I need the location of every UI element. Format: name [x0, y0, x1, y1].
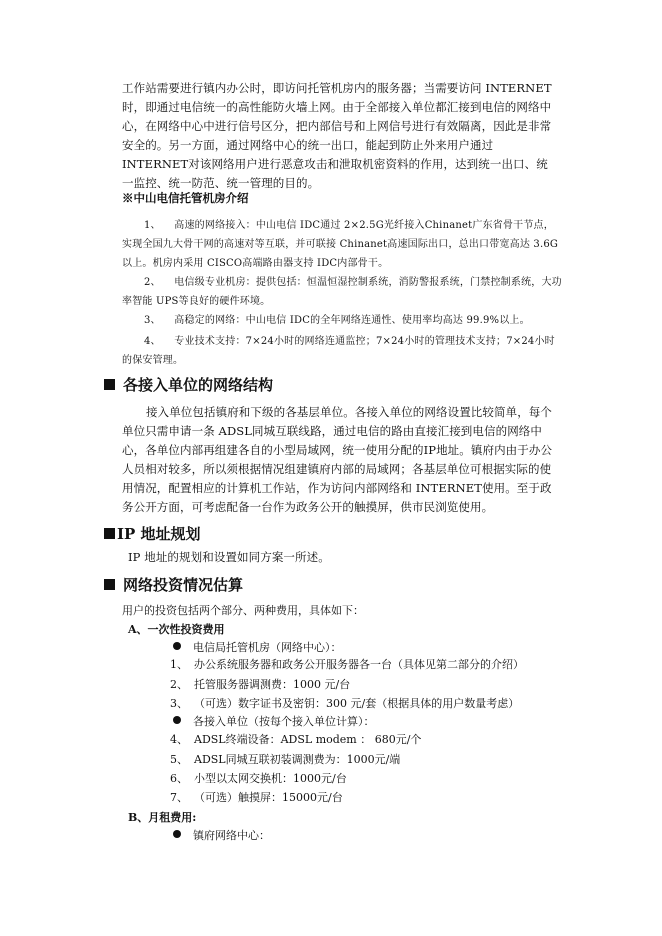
idc-item-3-num: 3、 [144, 315, 161, 326]
part-a-bullet-1-text: 电信局托管机房（网络中心）： [193, 641, 342, 654]
part-a-item-7-text: （可选）触摸屏：15000元/台 [194, 791, 343, 804]
part-a-item-7 [170, 789, 343, 807]
part-a-item-5 [170, 751, 400, 769]
idc-item-3 [122, 311, 562, 330]
part-a-heading: A、一次性投资费用 [128, 623, 225, 636]
bullet-dot-icon [173, 716, 181, 724]
section-investment [104, 574, 243, 596]
idc-item-1-num: 1、 [144, 220, 161, 231]
section-network-structure-title: 各接入单位的网络结构 [123, 376, 274, 394]
part-a-item-6-text: 小型以太网交换机：1000元/台 [194, 772, 347, 785]
part-a-item-5-num: 5、 [170, 753, 188, 766]
part-a-item-2-text: 托管服务器调测费：1000 元/台 [194, 678, 351, 691]
part-b-bullet-1-text: 镇府网络中心： [193, 829, 270, 842]
idc-item-1-text: 高速的网络接入：中山电信 IDC通过 2×2.5G光纤接入Chinanet广东省骨干节点，实现全国九大骨干网的高速对等互联，并可联接 Chinanet高速国际出口，总出口带宽高达 3.6G 以上。机房内采用 CISCO高端路由器支持 IDC内部骨干。 [122, 220, 559, 269]
part-a-bullet-2-text: 各接入单位（按每个接入单位计算）： [193, 715, 375, 728]
part-a-item-4-num: 4、 [170, 733, 188, 746]
square-bullet-icon [104, 379, 115, 390]
part-a-item-2-num: 2、 [170, 678, 188, 691]
part-a-item-3-num: 3、 [170, 697, 188, 710]
part-a-item-1-text: 办公系统服务器和政务公开服务器各一台（具体见第二部分的介绍） [194, 658, 524, 671]
section-ip-plan-title: IP 地址规划 [117, 525, 201, 543]
idc-item-3-text: 高稳定的网络：中山电信 IDC的全年网络连通性、使用率均高达 99.9%以上。 [174, 315, 530, 326]
idc-heading: ※中山电信托管机房介绍 [122, 191, 249, 205]
idc-item-4 [122, 332, 562, 370]
square-bullet-icon [104, 579, 115, 590]
part-a-bullet-1 [173, 639, 342, 657]
investment-intro: 用户的投资包括两个部分、两种费用，具体如下： [122, 604, 364, 617]
part-a-item-1 [170, 656, 524, 674]
section-investment-title: 网络投资情况估算 [123, 576, 244, 594]
bullet-dot-icon [173, 642, 181, 650]
part-a-item-6 [170, 770, 347, 788]
idc-item-1 [122, 216, 562, 273]
bullet-dot-icon [173, 830, 181, 838]
part-b-bullet-1 [173, 827, 270, 845]
part-a-item-5-text: ADSL同城互联初装调测费为：1000元/端 [194, 753, 401, 766]
idc-item-2-text: 电信级专业机房：提供包括：恒温恒湿控制系统，消防警报系统，门禁控制系统，大功率智能 UPS等良好的硬件环境。 [122, 277, 562, 307]
part-a-item-3-text: （可选）数字证书及密钥：300 元/套（根据具体的用户数量考虑） [194, 697, 520, 710]
section-network-structure [104, 374, 273, 396]
idc-item-2 [122, 273, 562, 311]
part-a-item-7-num: 7、 [170, 791, 188, 804]
part-a-bullet-2 [173, 713, 375, 731]
part-a-item-1-num: 1、 [170, 658, 188, 671]
part-a-item-2 [170, 676, 350, 694]
part-a-item-4 [170, 731, 421, 749]
idc-item-4-text: 专业技术支持：7×24小时的网络连通监控；7×24小时的管理技术支持；7×24小时的保安管理。 [122, 336, 555, 366]
part-a-item-4-text: ADSL终端设备：ADSL modem ： 680元/个 [194, 733, 422, 746]
part-b-heading: B、月租费用: [128, 811, 197, 824]
idc-item-2-num: 2、 [144, 277, 161, 288]
section-ip-plan [104, 523, 201, 545]
network-structure-paragraph: 接入单位包括镇府和下级的各基层单位。各接入单位的网络设置比较简单，每个单位只需申请一条 ADSL同城互联线路，通过电信的路由直接汇接到电信的网络中心，各单位内部再组建各自的小型局域网，统一使用分配的IP地址。镇府内由于办公人员相对较多，所以须根据情况组建镇府内部的局域网；各基层单位可根据实际的使用情况，配置相应的计算机工作站，作为访问内部网络和 INTERNET使用。至于政务公开方面，可考虑配备一台作为政务公开的触摸屏，供市民浏览使用。 [122, 405, 553, 514]
part-a-item-6-num: 6、 [170, 772, 188, 785]
intro-paragraph: 工作站需要进行镇内办公时，即访问托管机房内的服务器；当需要访问 INTERNET时，即通过电信统一的高性能防火墙上网。由于全部接入单位都汇接到电信的网络中心，在网络中心中进行信号区分，把内部信号和上网信号进行有效隔离，因此是非常安全的。另一方面，通过网络中心的统一出口，能起到防止外来用户通过 INTERNET对该网络用户进行恶意攻击和泄取机密资料的作用，达到统一出口、统一监控、统一防范、统一管理的目的。 [122, 81, 552, 190]
square-bullet-icon [104, 528, 115, 539]
ip-plan-paragraph: IP 地址的规划和设置如同方案一所述。 [128, 550, 330, 564]
part-a-item-3 [170, 695, 519, 713]
idc-item-4-num: 4、 [144, 336, 161, 347]
